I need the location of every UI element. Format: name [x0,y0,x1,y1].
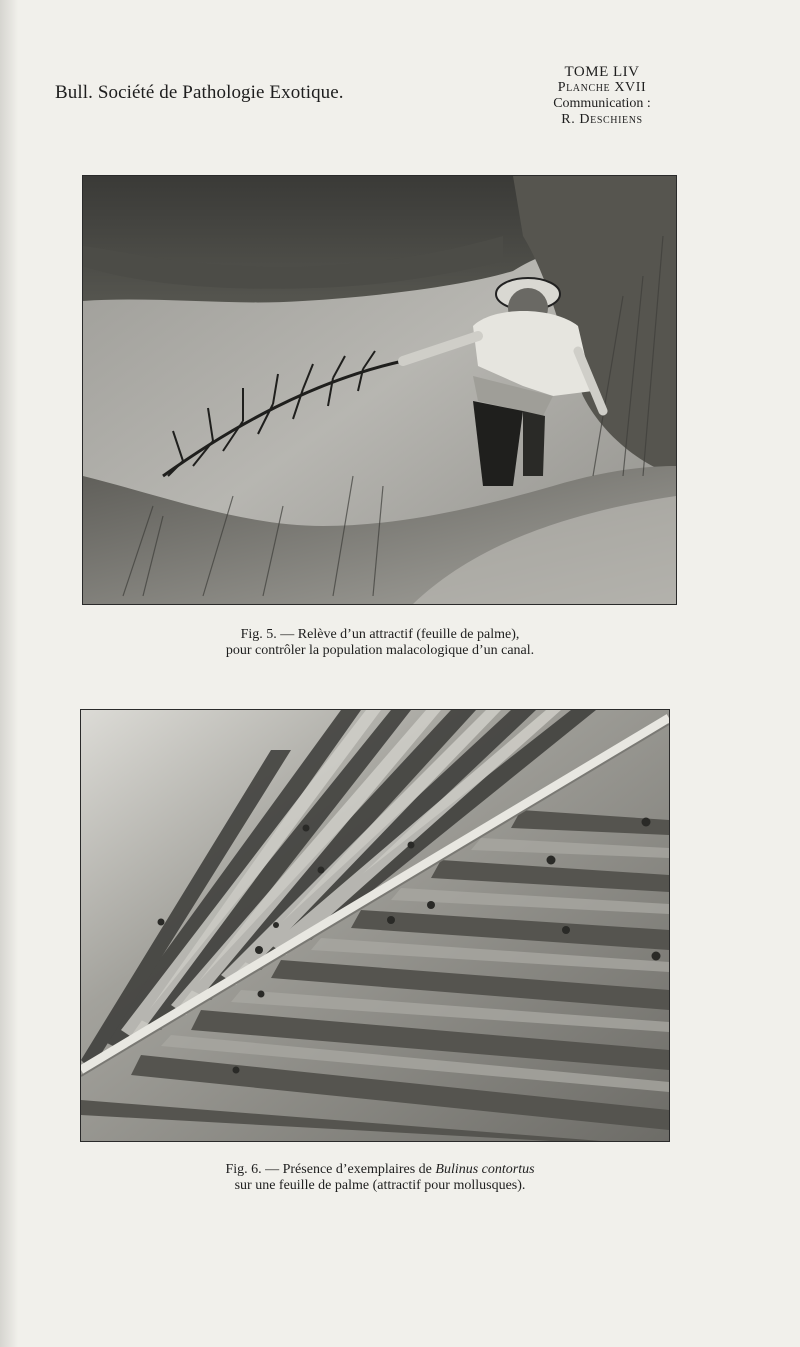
page-binding-edge [0,0,18,1347]
plate-info [512,64,692,128]
tome-label: TOME LIV [564,64,640,80]
author-label: R. Deschiens [561,112,643,127]
figure-6-caption [150,1162,610,1194]
figure-5-caption-line-2: pour contrôler la population malacologique d’un canal. [225,643,535,658]
figure-6-caption-line-2: sur une feuille de palme (attractif pour mollusques). [234,1178,526,1193]
species-name: Bulinus contortus [435,1162,535,1177]
figure-5-photo [82,175,677,605]
figure-6-photo [80,709,670,1142]
plate-label: Planche XVII [557,80,647,95]
communication-label: Communication : [553,96,651,111]
figure-5-caption [150,627,610,659]
figure-5-caption-line-1: Fig. 5. — Relève d’un attractif (feuille de palme), [240,627,520,642]
journal-title: Bull. Société de Pathologie Exotique. [55,82,344,103]
figure-6-caption-line-1 [150,1162,610,1178]
figure-6-caption-prefix: Fig. 6. — Présence d’exemplaires de [225,1162,436,1177]
